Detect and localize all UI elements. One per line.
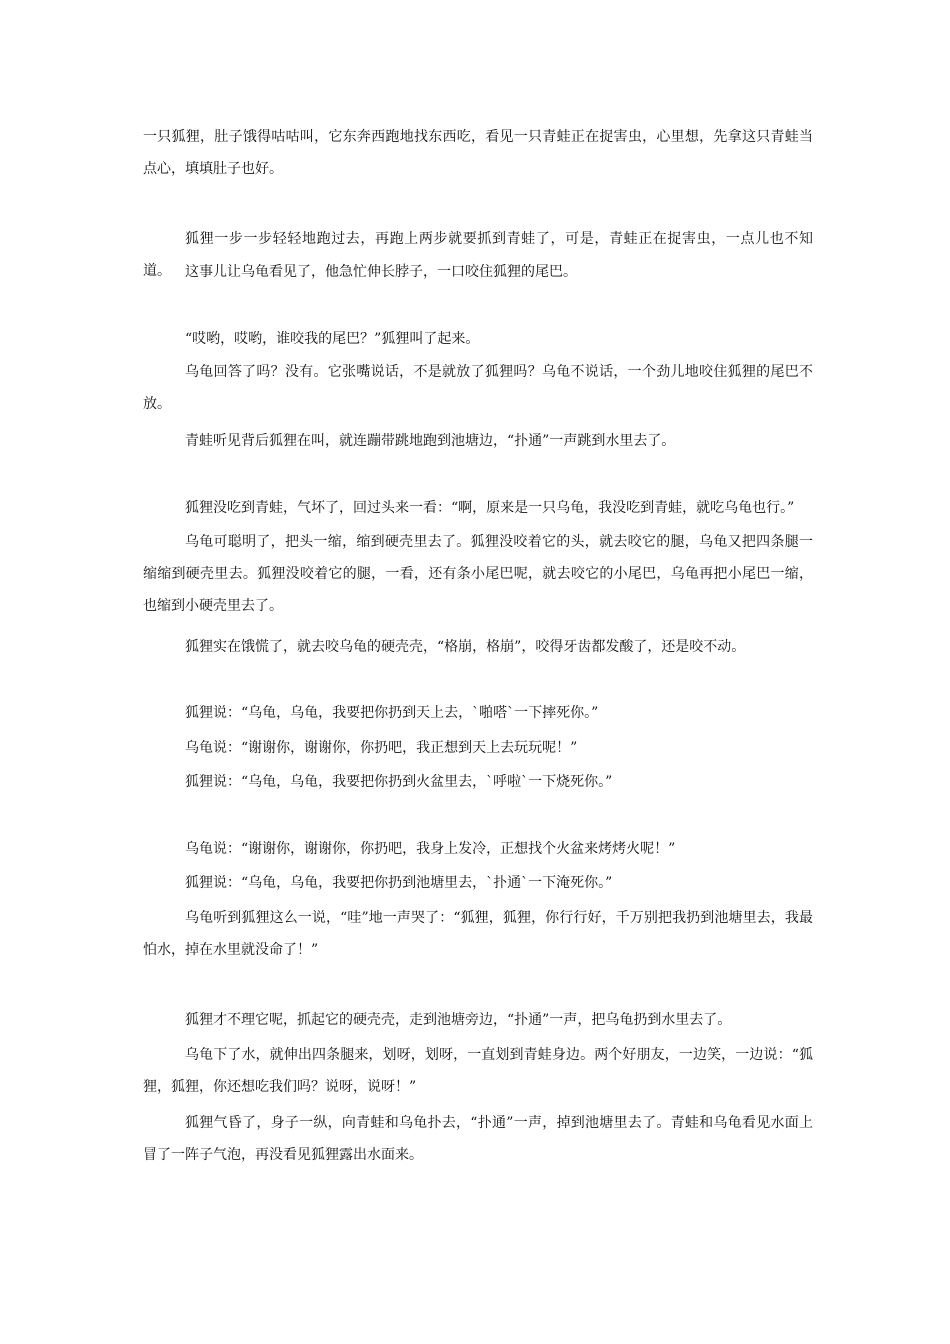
paragraph: 狐狸一步一步轻轻地跑过去，再跑上两步就要抓到青蛙了，可是，青蛙正在捉害虫，一点儿也不知道。 — [143, 231, 813, 279]
paragraph: 乌龟可聪明了，把头一缩，缩到硬壳里去了。狐狸没咬着它的头，就去咬它的腿，乌龟又把四条腿一缩缩到硬壳里去。狐狸没咬着它的腿，一看，还有条小尾巴呢，就去咬它的小尾巴，乌龟再把小尾巴一缩，也缩到小硬壳里去了。 — [143, 534, 813, 614]
paragraph: 这事儿让乌龟看见了，他急忙伸长脖子，一口咬住狐狸的尾巴。 — [185, 264, 577, 280]
paragraph: 狐狸才不理它呢，抓起它的硬壳壳，走到池塘旁边，“扑通”一声，把乌龟扔到水里去了。 — [185, 1012, 732, 1028]
paragraph: 乌龟说：“谢谢你，谢谢你，你扔吧，我身上发冷，正想找个火盆来烤烤火呢！” — [185, 841, 676, 857]
paragraph: “哎哟，哎哟，谁咬我的尾巴？”狐狸叫了起来。 — [185, 331, 480, 347]
paragraph: 青蛙听见背后狐狸在叫，就连蹦带跳地跑到池塘边，“扑通”一声跳到水里去了。 — [185, 433, 676, 449]
paragraph: 乌龟回答了吗？没有。它张嘴说话，不是就放了狐狸吗？乌龟不说话，一个劲儿地咬住狐狸的尾巴不放。 — [143, 364, 813, 412]
paragraph: 狐狸没吃到青蛙，气坏了，回过头来一看：“啊，原来是一只乌龟，我没吃到青蛙，就吃乌龟也行。” — [185, 500, 795, 516]
paragraph: 狐狸实在饿慌了，就去咬乌龟的硬壳壳，“格崩，格崩”，咬得牙齿都发酸了，还是咬不动。 — [185, 639, 746, 655]
paragraph: 狐狸气昏了，身子一纵，向青蛙和乌龟扑去，“扑通”一声，掉到池塘里去了。青蛙和乌龟看见水面上冒了一阵子气泡，再没看见狐狸露出水面来。 — [143, 1115, 813, 1163]
paragraph: 狐狸说：“乌龟，乌龟，我要把你扔到火盆里去，`呼啦`一下烧死你。” — [185, 774, 613, 790]
paragraph: 乌龟听到狐狸这么一说，“哇”地一声哭了：“狐狸，狐狸，你行行好，千万别把我扔到池塘里去，我最怕水，掉在水里就没命了！” — [143, 910, 813, 958]
paragraph: 乌龟说：“谢谢你，谢谢你，你扔吧，我正想到天上去玩玩呢！” — [185, 740, 578, 756]
paragraph: 乌龟下了水，就伸出四条腿来，划呀，划呀，一直划到青蛙身边。两个好朋友，一边笑，一边说：“狐狸，狐狸，你还想吃我们吗？说呀，说呀！” — [143, 1047, 813, 1095]
paragraph: 狐狸说：“乌龟，乌龟，我要把你扔到天上去，`啪嗒`一下摔死你。” — [185, 705, 599, 721]
paragraph: 狐狸说：“乌龟，乌龟，我要把你扔到池塘里去，`扑通`一下淹死你。” — [185, 875, 613, 891]
paragraph: 一只狐狸，肚子饿得咕咕叫，它东奔西跑地找东西吃，看见一只青蛙正在捉害虫，心里想，先拿这只青蛙当点心，填填肚子也好。 — [143, 129, 813, 177]
